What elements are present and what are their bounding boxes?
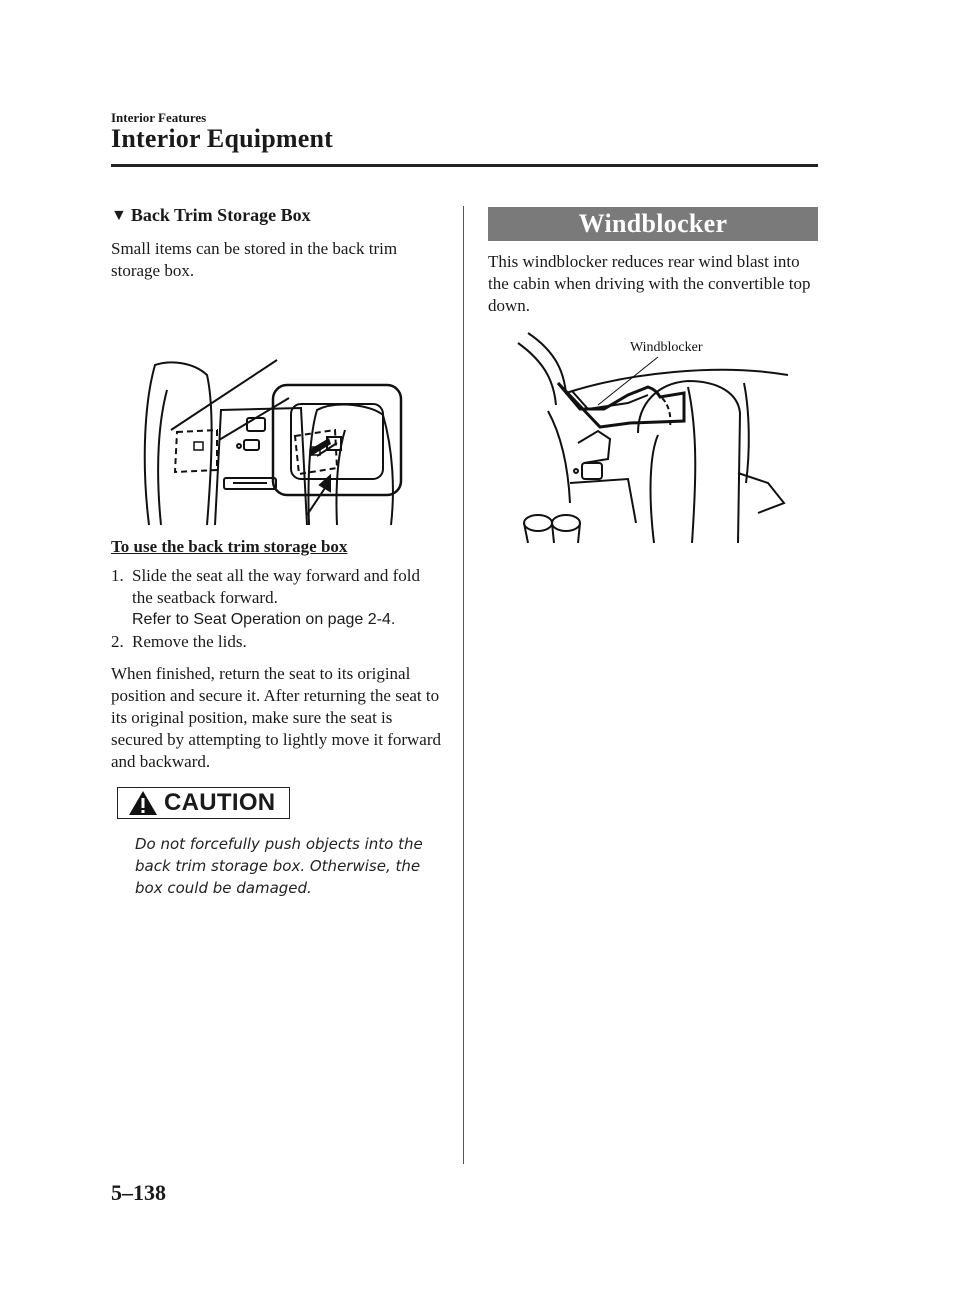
section-banner: Windblocker: [488, 207, 818, 241]
subheading-text: Back Trim Storage Box: [130, 205, 311, 225]
step-number: 2.: [111, 632, 124, 651]
left-column: [111, 205, 441, 899]
windblocker-illustration: [488, 323, 788, 543]
step-number: 1.: [111, 566, 124, 585]
running-section-label: Interior Features: [111, 110, 207, 125]
intro-paragraph: Small items can be stored in the back trim storage box.: [111, 239, 398, 280]
caution-label: CAUTION: [164, 789, 276, 816]
caution-text: Do not forcefully push objects into the back trim storage box. Otherwise, the box could be damaged.: [135, 835, 423, 897]
caution-box: [117, 787, 290, 819]
subheading-back-trim-storage-box: [111, 205, 441, 226]
procedure-title: To use the back trim storage box: [111, 537, 348, 556]
back-trim-storage-box-illustration: [111, 290, 411, 527]
figure-callout-label: Windblocker: [630, 340, 703, 355]
list-item: [111, 631, 441, 653]
step-text: Remove the lids.: [132, 632, 247, 651]
finish-paragraph: When finished, return the seat to its original position and secure it. After returning the seat to its original position, make sure the seat is secured by attempting to lightly move it forward and backward.: [111, 664, 442, 771]
warning-triangle-icon: [128, 790, 158, 816]
page-title: Interior Equipment: [111, 124, 333, 153]
windblocker-paragraph: This windblocker reduces rear wind blast into the cabin when driving with the convertible top down.: [488, 252, 811, 315]
right-column: [488, 207, 818, 543]
page-number: 5–138: [111, 1180, 166, 1205]
column-divider: [463, 206, 464, 1164]
list-item: [111, 565, 441, 631]
steps-list: [111, 565, 441, 653]
triangle-bullet-icon: ▼: [111, 206, 127, 224]
step-text: Slide the seat all the way forward and fold the seatback forward.: [132, 566, 420, 607]
header-rule: [111, 164, 818, 167]
page-reference: Refer to Seat Operation on page 2-4.: [132, 611, 396, 628]
